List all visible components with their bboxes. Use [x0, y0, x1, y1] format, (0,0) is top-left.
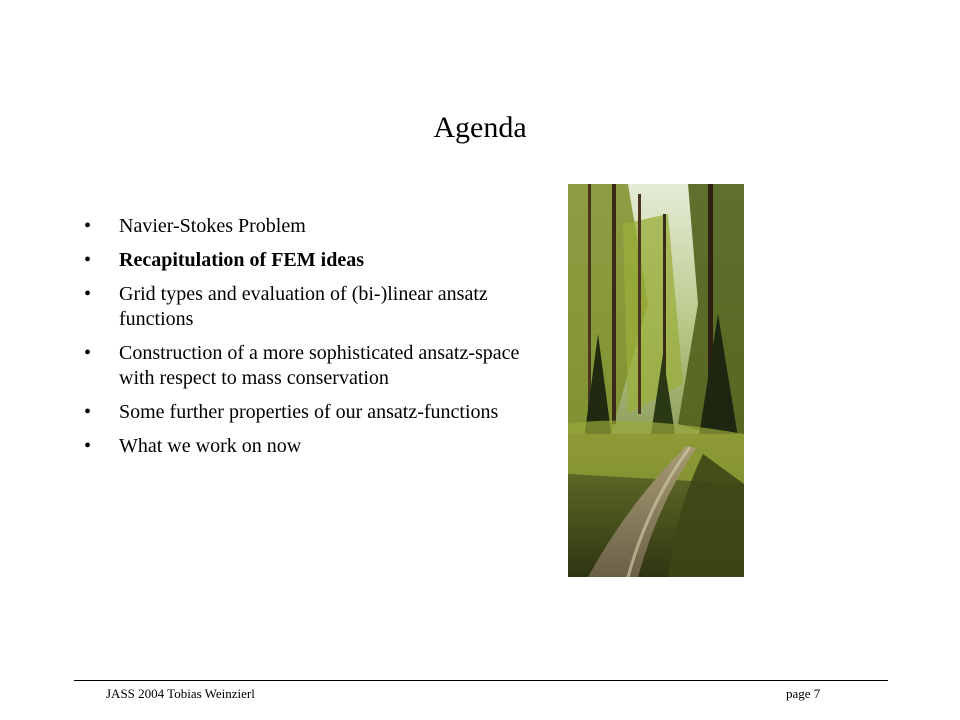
agenda-item	[82, 341, 522, 391]
agenda-item-text: Recapitulation of FEM ideas	[119, 249, 364, 271]
footer-divider	[74, 680, 888, 681]
forest-path-photo	[568, 184, 744, 577]
bullet-icon: •	[84, 249, 92, 271]
agenda-item-text: Some further properties of our ansatz-functions	[119, 401, 499, 423]
agenda-list	[82, 214, 522, 468]
agenda-item	[82, 434, 522, 459]
agenda-item	[82, 248, 522, 273]
agenda-item-text: Construction of a more sophisticated ansatz-space with respect to mass conservation	[119, 342, 520, 389]
footer-page-number: page 7	[786, 686, 821, 701]
bullet-icon: •	[84, 342, 92, 364]
bullet-icon: •	[84, 215, 92, 237]
agenda-item	[82, 214, 522, 239]
footer-author: JASS 2004 Tobias Weinzierl	[106, 686, 255, 701]
bullet-icon: •	[84, 435, 92, 457]
agenda-item-text: Navier-Stokes Problem	[119, 215, 306, 237]
bullet-icon: •	[84, 401, 92, 423]
agenda-item	[82, 282, 522, 332]
agenda-item	[82, 400, 522, 425]
agenda-item-text: Grid types and evaluation of (bi-)linear ansatz functions	[119, 283, 488, 330]
bullet-icon: •	[84, 283, 92, 305]
slide-title: Agenda	[433, 111, 527, 144]
agenda-item-text: What we work on now	[119, 435, 302, 457]
